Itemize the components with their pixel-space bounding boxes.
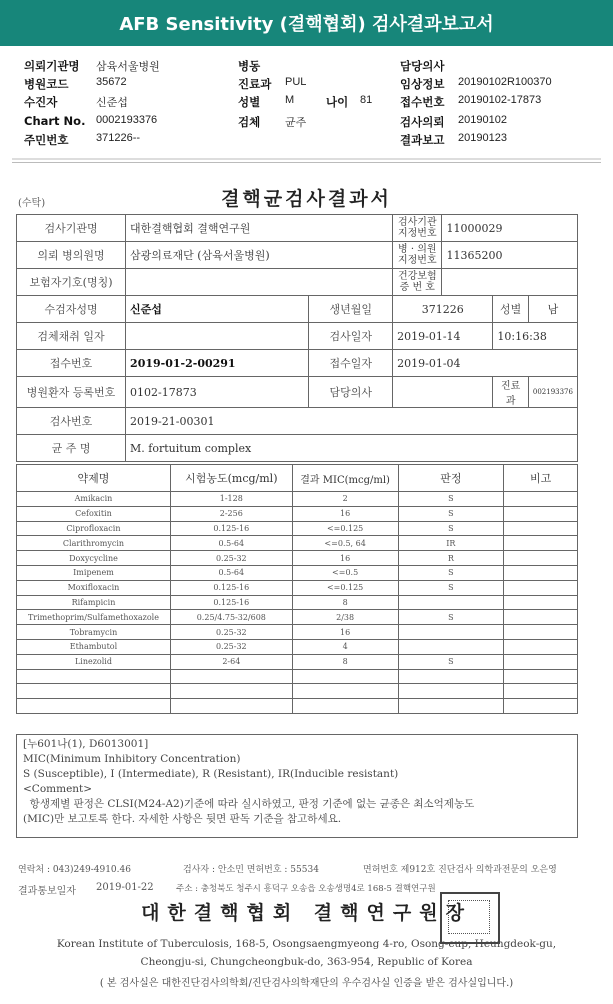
table-cell <box>504 684 578 699</box>
table-cell <box>170 669 292 684</box>
info-value: 균주 <box>285 117 307 129</box>
table-cell: 0.125-16 <box>170 595 292 610</box>
table-cell <box>398 684 504 699</box>
footer-address-kr: 주소 : 충청북도 청주시 흥덕구 오송읍 오송생명4로 168-5 결핵연구원 <box>176 884 436 894</box>
cell-value <box>126 269 393 296</box>
info-value: 371226-- <box>96 132 141 144</box>
table-cell: 8 <box>292 595 398 610</box>
comment-box <box>16 734 578 838</box>
cell-value: 371226 <box>393 296 493 323</box>
table-cell: <=0.5 <box>292 565 398 580</box>
table-cell <box>17 669 171 684</box>
info-label: 임상정보 <box>400 77 445 91</box>
table-cell <box>398 625 504 640</box>
table-cell: 0.5-64 <box>170 536 292 551</box>
cell-value: 10:16:38 <box>493 323 578 350</box>
info-label: 진료과 <box>238 77 272 91</box>
footer-license: 면허번호 제912호 진단검사 의학과전문의 오은영 <box>363 865 557 875</box>
table-cell <box>398 639 504 654</box>
header-title: AFB Sensitivity (결핵협회) 검사결과보고서 <box>119 14 494 35</box>
cell-value <box>393 377 493 408</box>
cell-label: 검사일자 <box>309 323 393 350</box>
table-cell: 0.25-32 <box>170 625 292 640</box>
comment-line: [누601나(1), D6013001] <box>23 738 149 750</box>
info-label: 결과보고 <box>400 133 445 147</box>
cell-value <box>442 269 578 296</box>
table-cell <box>292 669 398 684</box>
scanned-report <box>0 178 613 1004</box>
cell-label: 접수일자 <box>309 350 393 377</box>
table-cell: 4 <box>292 639 398 654</box>
info-label: 접수번호 <box>400 95 445 109</box>
table-cell: 16 <box>292 506 398 521</box>
info-value: M <box>285 94 295 106</box>
institute-name: 대한결핵협회 결핵연구원장 <box>141 902 472 924</box>
table-row <box>17 639 578 654</box>
cell-label: 보험자기호(명칭) <box>17 269 126 296</box>
footer-report-date: 2019-01-22 <box>96 882 154 893</box>
table-cell: S <box>398 492 504 507</box>
table-cell <box>504 610 578 625</box>
table-cell <box>292 699 398 714</box>
column-header: 시험농도(mcg/ml) <box>170 465 292 492</box>
table-cell: S <box>398 565 504 580</box>
cell-value: 2019-01-2-00291 <box>126 350 309 377</box>
info-value: 20190123 <box>458 132 507 144</box>
table-cell: Tobramycin <box>17 625 171 640</box>
footer-report-label: 결과통보일자 <box>18 886 76 897</box>
cell-label: 검체채취 일자 <box>17 323 126 350</box>
cell-label: 성별 <box>493 296 528 323</box>
table-row <box>17 565 578 580</box>
cell-label: 진료과 <box>493 377 528 408</box>
table-row <box>17 684 578 699</box>
cell-label: 병 · 의원 지정번호 <box>393 242 442 269</box>
table-cell: Rifampicin <box>17 595 171 610</box>
cell-value: 2019-01-04 <box>393 350 578 377</box>
table-cell: Cefoxitin <box>17 506 171 521</box>
comment-line: MIC(Minimum Inhibitory Concentration) <box>23 753 241 765</box>
table-row <box>17 521 578 536</box>
info-value: 20190102 <box>458 114 507 126</box>
divider <box>12 162 601 163</box>
info-label: 병동 <box>238 59 261 73</box>
report-tag: (수탁) <box>18 198 46 209</box>
table-cell: <=0.125 <box>292 521 398 536</box>
cell-value: 대한결핵협회 결핵연구원 <box>126 215 393 242</box>
table-cell: Imipenem <box>17 565 171 580</box>
table-cell: S <box>398 580 504 595</box>
table-cell <box>504 565 578 580</box>
cell-label: 건강보험 증 번 호 <box>393 269 442 296</box>
drug-sensitivity-table <box>16 464 578 714</box>
table-row <box>17 595 578 610</box>
footer-phone: 연락처 : 043)249-4910.46 <box>18 865 131 875</box>
table-row <box>17 536 578 551</box>
column-header: 판정 <box>398 465 504 492</box>
table-cell: <=0.125 <box>292 580 398 595</box>
cell-value: 남 <box>528 296 577 323</box>
table-cell: Linezolid <box>17 654 171 669</box>
info-label: 주민번호 <box>24 133 69 147</box>
info-value: 35672 <box>96 76 127 88</box>
table-row <box>17 699 578 714</box>
institute-address: Korean Institute of Tuberculosis, 168-5, Osongsaengmyeong 4-ro, Osong-eup, Heungdeok-gu, <box>56 938 557 950</box>
table-cell: Clarithromycin <box>17 536 171 551</box>
patient-info <box>0 52 613 152</box>
institute-address: Cheongju-si, Chungcheongbuk-do, 363-954, Republic of Korea <box>140 956 473 968</box>
comment-line: <Comment> <box>23 783 93 795</box>
comment-line: 항생제별 판정은 CLSI(M24-A2)기준에 따라 실시하였고, 판정 기준에 없는 균종은 최소억제농도 <box>23 798 475 810</box>
cell-label: 접수번호 <box>17 350 126 377</box>
table-cell: 2-64 <box>170 654 292 669</box>
cell-label: 검사번호 <box>17 408 126 435</box>
table-cell <box>504 506 578 521</box>
table-cell: 0.125-16 <box>170 580 292 595</box>
table-cell: S <box>398 654 504 669</box>
info-value: 0002193376 <box>96 114 158 126</box>
info-label: 담당의사 <box>400 59 445 73</box>
table-cell: IR <box>398 536 504 551</box>
info-label: 검사의뢰 <box>400 115 445 129</box>
table-cell <box>504 654 578 669</box>
cell-label: 검사기관 지정번호 <box>393 215 442 242</box>
report-header <box>0 0 613 46</box>
cell-label: 검사기관명 <box>17 215 126 242</box>
comment-line: (MIC)만 보고토록 한다. 자세한 사항은 뒷면 판독 기준을 참고하세요. <box>23 813 342 825</box>
cell-label: 균 주 명 <box>17 435 126 462</box>
column-header: 비고 <box>504 465 578 492</box>
table-row <box>17 625 578 640</box>
table-cell <box>17 699 171 714</box>
table-cell: S <box>398 506 504 521</box>
cell-label: 담당의사 <box>309 377 393 408</box>
table-cell: S <box>398 521 504 536</box>
report-title: 결핵균검사결과서 <box>221 188 392 210</box>
info-value: 20190102-17873 <box>458 94 542 106</box>
table-cell: 0.25-32 <box>170 639 292 654</box>
info-value: 81 <box>360 94 373 106</box>
info-label: 나이 <box>326 95 349 109</box>
certification-notice: ( 본 검사실은 대한진단검사의학회/진단검사의학재단의 우수검사실 인증을 받은 검사실입니다.) <box>99 978 514 989</box>
table-cell <box>17 684 171 699</box>
table-cell: 1-128 <box>170 492 292 507</box>
table-cell <box>504 699 578 714</box>
specimen-info-table <box>16 214 578 462</box>
cell-value: 2019-21-00301 <box>126 408 578 435</box>
table-cell <box>398 595 504 610</box>
cell-value: 11365200 <box>442 242 578 269</box>
table-cell: 16 <box>292 551 398 566</box>
table-row <box>17 610 578 625</box>
table-row <box>17 492 578 507</box>
table-row <box>17 506 578 521</box>
table-cell: S <box>398 610 504 625</box>
table-cell: Doxycycline <box>17 551 171 566</box>
table-cell <box>504 639 578 654</box>
table-row <box>17 580 578 595</box>
cell-value: M. fortuitum complex <box>126 435 578 462</box>
cell-value: 신준섭 <box>126 296 309 323</box>
table-cell: Ethambutol <box>17 639 171 654</box>
table-cell: R <box>398 551 504 566</box>
table-cell: 0.5-64 <box>170 565 292 580</box>
info-value: PUL <box>285 76 307 88</box>
table-cell: 2-256 <box>170 506 292 521</box>
table-cell: Trimethoprim/Sulfamethoxazole <box>17 610 171 625</box>
info-value: 20190102R100370 <box>458 76 552 88</box>
cell-value: 11000029 <box>442 215 578 242</box>
table-cell: <=0.5, 64 <box>292 536 398 551</box>
table-cell: 2/38 <box>292 610 398 625</box>
column-header: 약제명 <box>17 465 171 492</box>
table-cell <box>504 580 578 595</box>
info-label: Chart No. <box>24 114 86 128</box>
cell-label: 수검자성명 <box>17 296 126 323</box>
table-row <box>17 551 578 566</box>
table-cell <box>170 684 292 699</box>
table-cell: Moxifloxacin <box>17 580 171 595</box>
column-header: 결과 MIC(mcg/ml) <box>292 465 398 492</box>
table-cell <box>504 521 578 536</box>
table-cell <box>504 536 578 551</box>
table-cell: 0.125-16 <box>170 521 292 536</box>
table-cell <box>504 669 578 684</box>
table-cell <box>398 699 504 714</box>
table-cell: 0.25/4.75-32/608 <box>170 610 292 625</box>
cell-label: 의뢰 병의원명 <box>17 242 126 269</box>
info-label: 수진자 <box>24 95 58 109</box>
cell-value: 002193376 <box>528 377 577 408</box>
table-cell <box>170 699 292 714</box>
table-cell <box>504 595 578 610</box>
info-label: 의뢰기관명 <box>24 59 80 73</box>
table-cell <box>504 492 578 507</box>
divider <box>12 158 601 160</box>
info-label: 성별 <box>238 95 261 109</box>
info-value: 삼육서울병원 <box>96 61 160 73</box>
table-row <box>17 654 578 669</box>
table-cell: 16 <box>292 625 398 640</box>
official-seal <box>440 892 500 944</box>
info-value: 신준섭 <box>96 97 128 109</box>
comment-line: S (Susceptible), I (Intermediate), R (Resistant), IR(Inducible resistant) <box>23 768 399 780</box>
table-cell: Amikacin <box>17 492 171 507</box>
table-cell: 2 <box>292 492 398 507</box>
table-cell: Ciprofloxacin <box>17 521 171 536</box>
table-cell <box>504 551 578 566</box>
table-row <box>17 669 578 684</box>
cell-label: 병원환자 등록번호 <box>17 377 126 408</box>
info-label: 병원코드 <box>24 77 69 91</box>
table-cell: 0.25-32 <box>170 551 292 566</box>
table-cell <box>504 625 578 640</box>
cell-value: 2019-01-14 <box>393 323 493 350</box>
cell-value: 삼광의료재단 (삼육서울병원) <box>126 242 393 269</box>
cell-value <box>126 323 309 350</box>
table-cell <box>292 684 398 699</box>
cell-label: 생년월일 <box>309 296 393 323</box>
table-cell: 8 <box>292 654 398 669</box>
cell-value: 0102-17873 <box>126 377 309 408</box>
info-label: 검체 <box>238 115 261 129</box>
table-cell <box>398 669 504 684</box>
footer-examiner: 검사자 : 안소민 면허번호 : 55534 <box>183 865 319 875</box>
